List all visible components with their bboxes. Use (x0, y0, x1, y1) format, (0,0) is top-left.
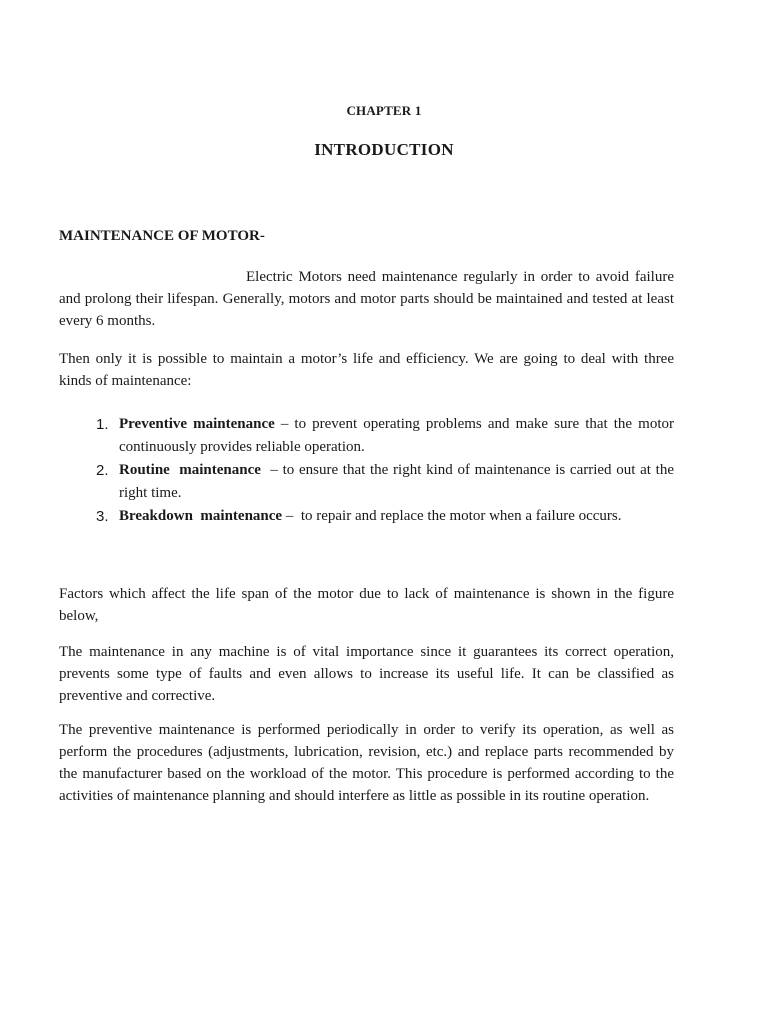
preventive-paragraph: The preventive maintenance is performed periodically in order to verify its operation, as well as perform the procedures (adjustments, lubrication, revision, etc.) and replace parts recommended by the manufacturer based on the workload of the motor. This procedure is performed according to the activities of maintenance planning and should interfere as little as possible in its routine operation. (59, 722, 674, 804)
section-heading: MAINTENANCE OF MOTOR- (59, 228, 265, 244)
list-item (59, 459, 674, 505)
importance-paragraph: The maintenance in any machine is of vital importance since it guarantees its correct operation, prevents some type of faults and even allows to increase its useful life. It can be classified as preventive and corrective. (59, 644, 674, 704)
list-item (59, 505, 674, 528)
intro-paragraph: Electric Motors need maintenance regularly in order to avoid failure and prolong their lifespan. Generally, motors and motor parts should be maintained and tested at least every 6 months. (59, 269, 674, 329)
list-item-number: 1. (96, 416, 109, 433)
list-item-title: Breakdown maintenance (119, 508, 283, 524)
list-item-description: – to ensure that the right kind of maintenance is carried out at the right time. (119, 462, 674, 501)
list-item-description: – to repair and replace the motor when a failure occurs. (282, 508, 622, 524)
efficiency-paragraph: Then only it is possible to maintain a motor’s life and efficiency. We are going to deal with three kinds of maintenance: (59, 351, 674, 389)
list-item-number: 3. (96, 508, 109, 525)
list-item-description: – to prevent operating problems and make sure that the motor continuously provides reliable operation. (119, 416, 674, 455)
page-title: INTRODUCTION (314, 140, 454, 159)
list-item (59, 413, 674, 459)
list-item-title: Preventive maintenance (119, 416, 275, 432)
factors-paragraph: Factors which affect the life span of the motor due to lack of maintenance is shown in the figure below, (59, 586, 674, 624)
maintenance-types-list (59, 413, 674, 528)
list-item-title: Routine maintenance (119, 462, 266, 478)
chapter-label: CHAPTER 1 (346, 103, 422, 118)
list-item-number: 2. (96, 462, 109, 479)
